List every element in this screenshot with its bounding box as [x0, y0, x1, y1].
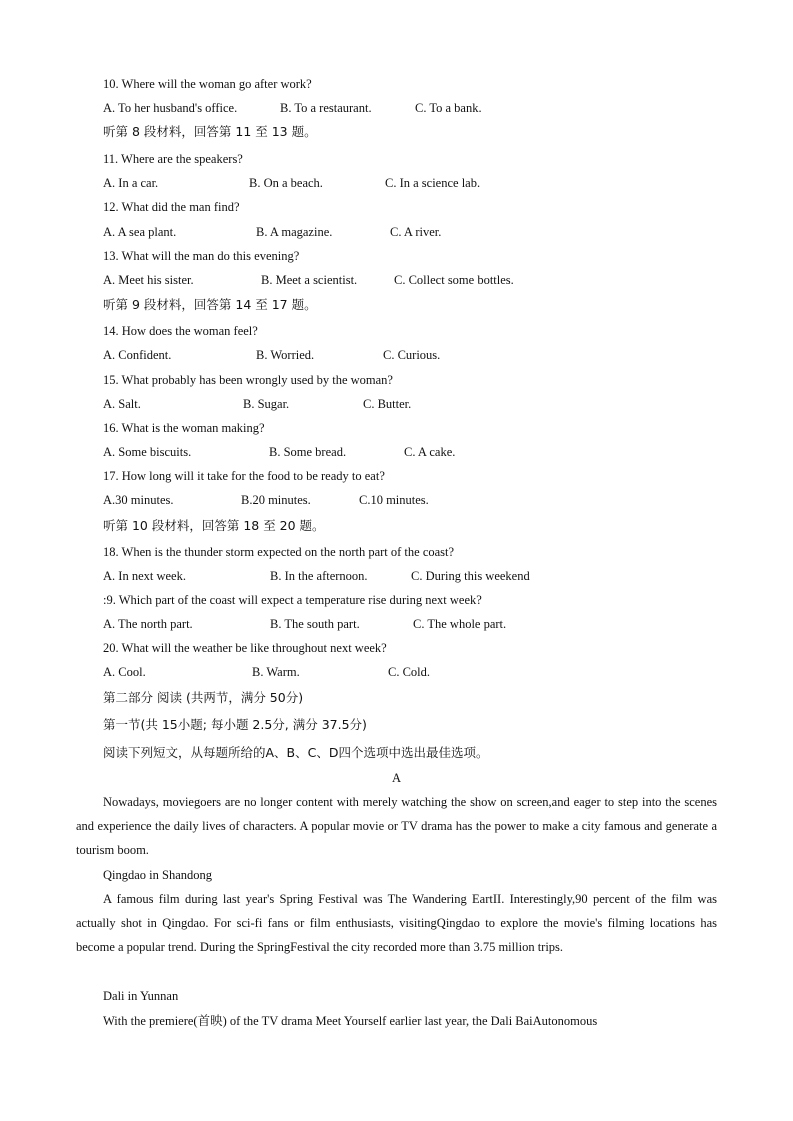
- question-12: 12. What did the man find?: [103, 200, 240, 214]
- option-a: A. Cool.: [103, 665, 146, 679]
- option-c: C. The whole part.: [413, 617, 507, 631]
- question-20: 20. What will the weather be like throughout next week?: [103, 641, 387, 655]
- option-c: C.10 minutes.: [359, 493, 429, 507]
- option-b: B. The south part.: [270, 617, 360, 631]
- option-c: C. Collect some bottles.: [394, 273, 514, 287]
- passage-heading-qingdao: Qingdao in Shandong: [103, 868, 213, 882]
- option-b: B. Worried.: [256, 348, 315, 362]
- instruction-section-10: 听第 10 段材料，回答第 18 至 20 题。: [103, 518, 325, 533]
- option-a: A. Salt.: [103, 397, 141, 411]
- part2-title: 第二部分 阅读 (共两节，满分 50分): [103, 690, 304, 705]
- question-19: :9. Which part of the coast will expect a temperature rise during next week?: [103, 593, 482, 607]
- option-b: B. In the afternoon.: [270, 569, 368, 583]
- option-b: B. To a restaurant.: [280, 101, 372, 115]
- option-a: A.30 minutes.: [103, 493, 174, 507]
- passage-label: A: [391, 771, 402, 785]
- option-a: A. In next week.: [103, 569, 186, 583]
- option-c: C. A cake.: [404, 445, 456, 459]
- option-b: B.20 minutes.: [241, 493, 311, 507]
- instruction-section-9: 听第 9 段材料，回答第 14 至 17 题。: [103, 297, 317, 312]
- option-a: A. The north part.: [103, 617, 193, 631]
- option-c: C. In a science lab.: [385, 176, 481, 190]
- question-16: 16. What is the woman making?: [103, 421, 265, 435]
- passage-intro: Nowadays, moviegoers are no longer content with merely watching the show on screen,and eager to step into the scenes and experience the daily lives of characters. A popular movie or TV drama has the power to make a city famous and generate a tourism boom.: [76, 795, 717, 857]
- question-14: 14. How does the woman feel?: [103, 324, 258, 338]
- question-18: 18. When is the thunder storm expected on the north part of the coast?: [103, 545, 455, 559]
- instruction-section-8: 听第 8 段材料，回答第 11 至 13 题。: [103, 124, 317, 139]
- option-b: B. A magazine.: [256, 225, 333, 239]
- option-c: C. To a bank.: [415, 101, 482, 115]
- option-c: C. During this weekend: [411, 569, 530, 583]
- option-c: C. A river.: [390, 225, 442, 239]
- option-a: A. In a car.: [103, 176, 159, 190]
- option-c: C. Butter.: [363, 397, 412, 411]
- passage-paragraph-dali: With the premiere(首映) of the TV drama Meet Yourself earlier last year, the Dali BaiAutonomous: [103, 1014, 598, 1028]
- question-13: 13. What will the man do this evening?: [103, 249, 300, 263]
- part2-directions: 阅读下列短文，从每题所给的A、B、C、D四个选项中选出最佳选项。: [103, 745, 489, 760]
- question-17: 17. How long will it take for the food to be ready to eat?: [103, 469, 385, 483]
- option-a: A. To her husband's office.: [103, 101, 238, 115]
- option-a: A. Some biscuits.: [103, 445, 192, 459]
- option-b: B. Warm.: [252, 665, 300, 679]
- question-10: 10. Where will the woman go after work?: [103, 77, 312, 91]
- option-b: B. Sugar.: [243, 397, 290, 411]
- part2-section1: 第一节(共 15小题; 每小题 2.5分, 满分 37.5分): [103, 717, 367, 732]
- option-b: B. On a beach.: [249, 176, 323, 190]
- question-15: 15. What probably has been wrongly used by the woman?: [103, 373, 393, 387]
- option-b: B. Meet a scientist.: [261, 273, 358, 287]
- option-c: C. Cold.: [388, 665, 431, 679]
- passage-paragraph-qingdao: A famous film during last year's Spring Festival was The Wandering EartII. Interestingly,90 percent of the film was actually shot in Qingdao. For sci-fi fans or film enthusiasts, visitingQingdao to explore the movie's filming locations has become a popular trend. During the SpringFestival the city recorded more than 3.75 million trips.: [76, 892, 717, 954]
- option-c: C. Curious.: [383, 348, 441, 362]
- passage-heading-dali: Dali in Yunnan: [103, 989, 179, 1003]
- option-a: A. Meet his sister.: [103, 273, 194, 287]
- option-a: A. A sea plant.: [103, 225, 177, 239]
- option-a: A. Confident.: [103, 348, 172, 362]
- option-b: B. Some bread.: [269, 445, 347, 459]
- question-11: 11. Where are the speakers?: [103, 152, 243, 166]
